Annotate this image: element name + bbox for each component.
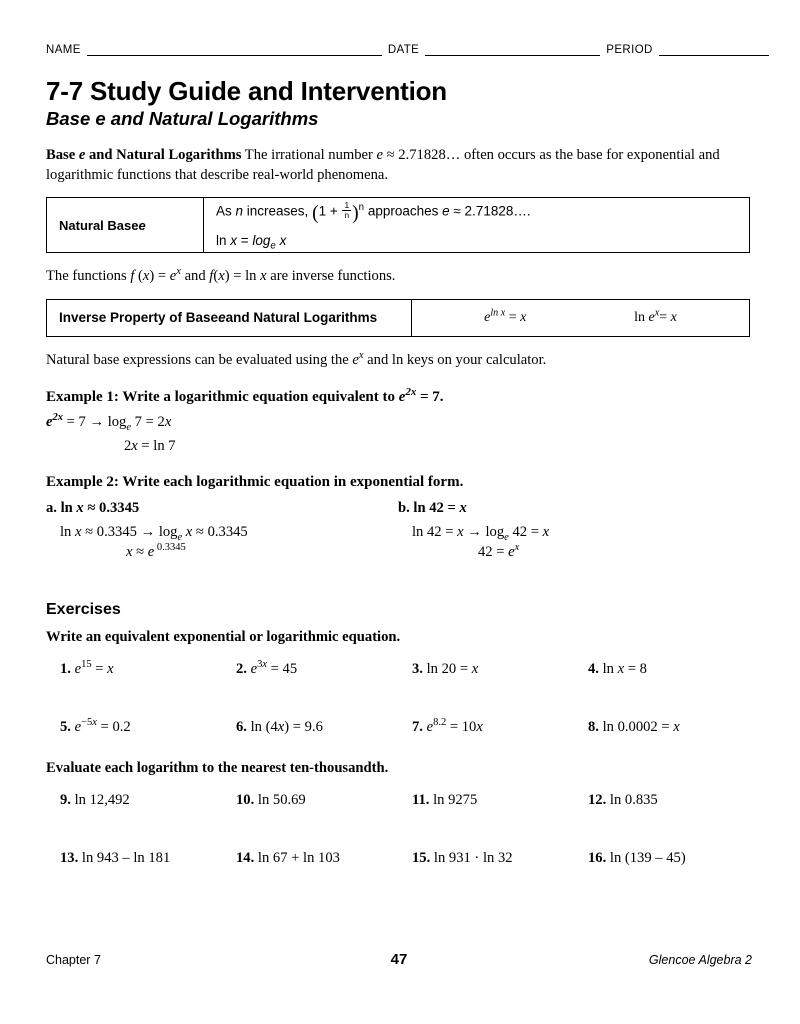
example-1-heading: Example 1: Write a logarithmic equation equivalent to $e^{2x} = 7$. bbox=[46, 385, 444, 405]
exercise-number: 12. bbox=[588, 792, 607, 809]
exercise-item: 5. $e^{-5x} = 0.2$ bbox=[60, 716, 131, 735]
exercise-number: 5. bbox=[60, 718, 71, 735]
example-2-a-line-1: $\ln x \approx 0.3345 \to \log_e x \approx 0.3345$ bbox=[60, 524, 248, 544]
example-2-a-label: a. ln x ≈ 0.3345 bbox=[46, 499, 140, 516]
example-2-b-line-2: $42 = e^x$ bbox=[478, 542, 520, 560]
exercises-heading: Exercises bbox=[46, 600, 121, 618]
exercise-item: 2. $e^{3x} = 45$ bbox=[236, 659, 298, 677]
natural-base-label: Natural Base e bbox=[59, 217, 146, 233]
student-info-line bbox=[46, 44, 752, 56]
page-subtitle: Base e and Natural Logarithms bbox=[46, 108, 319, 129]
period-write-line bbox=[659, 44, 769, 56]
exercise-number: 6. bbox=[236, 718, 247, 735]
inverse-functions-note: The functions f $(x) = e^x$ and f(x) = ln x are inverse functions. bbox=[46, 266, 396, 285]
footer-chapter: Chapter 7 bbox=[46, 953, 101, 967]
example-2-b-label: b. ln 42 = x bbox=[398, 499, 467, 516]
page-footer bbox=[46, 951, 752, 968]
exercise-number: 14. bbox=[236, 849, 255, 866]
inverse-property-2: $\ln e^x= x$ bbox=[634, 306, 677, 325]
exercise-set-2 bbox=[46, 791, 750, 868]
example-2-columns bbox=[46, 499, 750, 563]
exercise-item: 11. ln 9275 bbox=[412, 792, 478, 809]
exercise-item: 7. $e^{8.2} = 10x$ bbox=[412, 716, 483, 735]
natural-base-box bbox=[46, 197, 750, 253]
inverse-property-label: Inverse Property of Base e and Natural Logarithms bbox=[59, 309, 378, 325]
natural-base-line2: $\ln x = \log_e x$ bbox=[216, 232, 287, 252]
example-2-b-line-1: $\ln 42 = x \to \log_e 42 = x$ bbox=[412, 524, 550, 544]
exercise-number: 16. bbox=[588, 849, 607, 866]
exercise-item: 16. ln (139 – 45) bbox=[588, 849, 686, 866]
exercise-number: 7. bbox=[412, 718, 423, 735]
exercise-item: 4. ln x = 8 bbox=[588, 660, 647, 677]
inverse-property-box bbox=[46, 299, 750, 337]
exercise-item: 10. ln 50.69 bbox=[236, 792, 306, 809]
inverse-property-content bbox=[412, 300, 749, 336]
exercise-item: 9. ln 12,492 bbox=[60, 792, 130, 809]
exercise-item: 6. ln (4x) = 9.6 bbox=[236, 718, 323, 735]
exercise-item: 1. $e^{15} = x$ bbox=[60, 659, 114, 677]
exercise-item: 14. ln 67 + ln 103 bbox=[236, 849, 340, 866]
exercise-number: 4. bbox=[588, 660, 599, 677]
exercise-number: 10. bbox=[236, 792, 255, 809]
example-2-part-b bbox=[398, 499, 750, 563]
example-2-heading: Example 2: Write each logarithmic equation in exponential form. bbox=[46, 474, 464, 491]
exercises-directions-2: Evaluate each logarithm to the nearest ten-thousandth. bbox=[46, 760, 389, 777]
exercises-directions-1: Write an equivalent exponential or logarithmic equation. bbox=[46, 629, 401, 646]
calculator-note: Natural base expressions can be evaluated using the $e^x$ and ln keys on your calculator. bbox=[46, 350, 547, 369]
exercise-number: 2. bbox=[236, 660, 247, 677]
example-2-a-line-2: x ≈ e $^{0.3345}$ bbox=[126, 542, 186, 560]
inverse-property-1: $e^{ln x} = x$ bbox=[484, 306, 527, 325]
exercise-number: 3. bbox=[412, 660, 423, 677]
exercise-set-1 bbox=[46, 660, 750, 737]
exercise-item: 8. ln 0.0002 = x bbox=[588, 718, 680, 735]
date-label: DATE bbox=[387, 44, 420, 56]
intro-paragraph bbox=[46, 146, 750, 185]
page-title: 7-7 Study Guide and Intervention bbox=[46, 76, 447, 106]
exercise-item: 13. ln 943 – ln 181 bbox=[60, 849, 171, 866]
exercise-item: 15. ln 931 · ln 32 bbox=[412, 849, 513, 866]
exercise-number: 8. bbox=[588, 718, 599, 735]
example-1-line-1: $e^{2x} = 7 \to \log_e 7 = 2x$ bbox=[46, 412, 172, 433]
name-write-line bbox=[87, 44, 382, 56]
exercise-item: 3. ln 20 = x bbox=[412, 660, 479, 677]
name-label: NAME bbox=[46, 44, 81, 56]
exercise-item: 12. ln 0.835 bbox=[588, 792, 658, 809]
period-label: PERIOD bbox=[606, 44, 653, 56]
footer-page-number: 47 bbox=[390, 951, 408, 968]
footer-book-title: Glencoe Algebra 2 bbox=[648, 953, 752, 967]
exercise-number: 13. bbox=[60, 849, 79, 866]
intro-lead: Base e and Natural Logarithms bbox=[46, 147, 242, 163]
example-1-work bbox=[46, 413, 750, 456]
exercise-number: 9. bbox=[60, 792, 71, 809]
exercise-number: 11. bbox=[412, 792, 430, 809]
example-2-part-a bbox=[46, 499, 398, 563]
exercise-number: 15. bbox=[412, 849, 431, 866]
date-write-line bbox=[425, 44, 600, 56]
natural-base-line1: As n increases, (1 + $\frac{1}{n}$ )$^n$ approaches e ≈ 2.71828…. bbox=[216, 200, 531, 224]
lesson-content bbox=[46, 146, 750, 868]
intro-text: The irrational number e ≈ 2.71828… often occurs as the base for exponential and logarithmic functions that describe real-world phenomena. bbox=[46, 147, 720, 183]
exercise-number: 1. bbox=[60, 660, 71, 677]
natural-base-content bbox=[204, 198, 749, 252]
example-1-line-2: 2x = ln 7 bbox=[124, 437, 176, 454]
